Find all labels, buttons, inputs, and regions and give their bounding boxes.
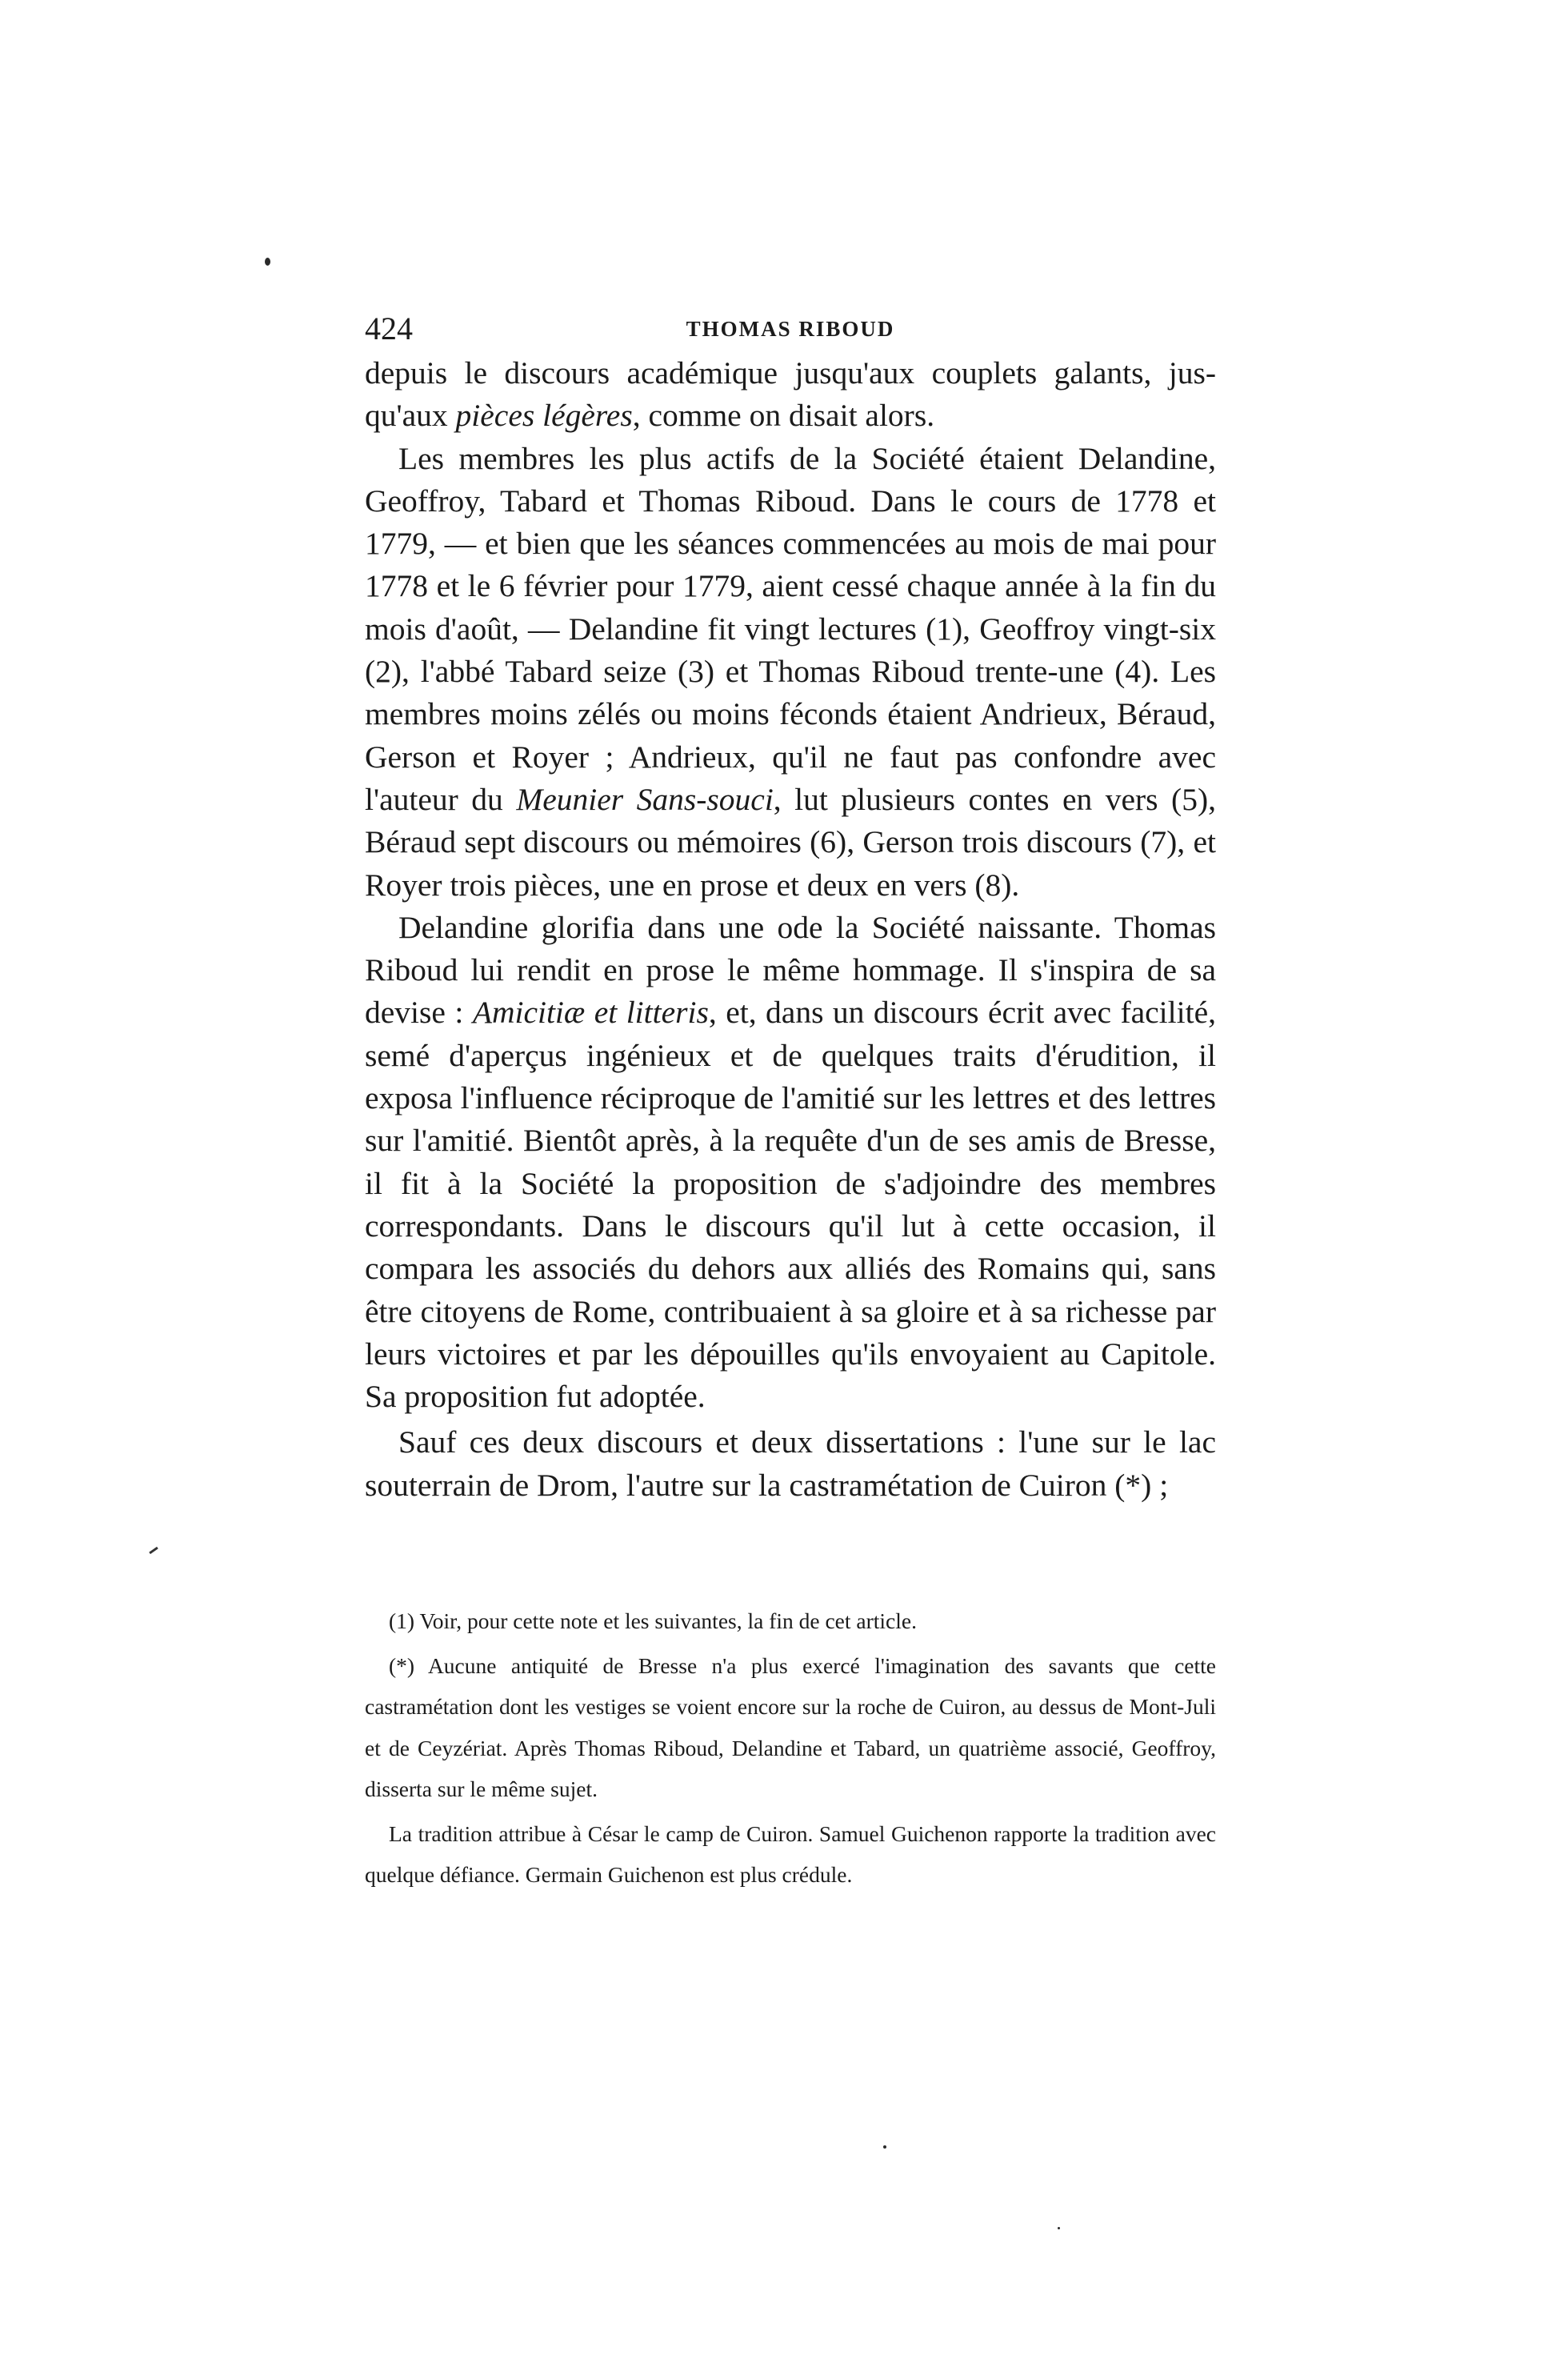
book-page	[365, 309, 1216, 1887]
running-head	[365, 309, 1216, 349]
running-title: THOMAS RIBOUD	[686, 317, 895, 341]
page-number: 424	[365, 310, 413, 346]
ink-speck	[265, 258, 270, 266]
paragraph-4: Sauf ces deux discours et deux dissertations : l'une sur le lac souterrain de Drom, l'autre sur la castramétation de Cuiron (*) ;	[365, 1424, 1216, 1503]
main-text	[365, 352, 1216, 1507]
paragraph-1	[365, 352, 1216, 438]
italic-title: Meunier Sans-souci	[516, 781, 774, 817]
footnote-star-continued: La tradition attribue à César le camp de Cuiron. Samuel Guichenon rapporte la tradition avec quelque défiance. Germain Guichenon est plus crédule.	[365, 1820, 1216, 1887]
text-run: , comme on disait alors.	[632, 398, 935, 434]
footnote-star: (*) Aucune antiquité de Bresse n'a plus exercé l'imagination des savants que cette castramétation dont les vestiges se voient encore sur la roche de Cuiron, au dessus de Mont-Juli et de Ceyzériat. Après Thomas Riboud, Delandine et Tabard, un quatrième associé, Geoffroy, disserta sur le même sujet.	[365, 1652, 1216, 1801]
italic-title: pièces légères	[455, 398, 633, 434]
text-run: Delandine glorifia dans une ode la Société naissante. Thomas Riboud lui rendit en prose le même hommage. Il s'inspira de sa devise :	[365, 909, 1216, 1031]
footnotes	[365, 1600, 1216, 1896]
ink-speck	[1058, 2227, 1060, 2229]
ink-mark	[149, 1547, 158, 1554]
footnote-1: (1) Voir, pour cette note et les suivantes, la fin de cet article.	[389, 1608, 917, 1633]
text-run: , lut plusieurs contes en vers (5), Béraud sept discours ou mémoires (6), Gerson trois discours (7), et Royer trois pièces, une en prose et deux en vers (8).	[365, 781, 1216, 903]
italic-motto: Amicitiæ et litteris	[472, 995, 709, 1031]
text-run: Les membres les plus actifs de la Société étaient Delandine, Geoffroy, Tabard et Thomas Riboud. Dans le cours de 1778 et 1779, — et bien que les séances commencées au mois de mai pour 1778 et le 6 février pour 1779, aient cessé chaque année à la fin du mois d'août, — Delandine fit vingt lectures (1), Geoffroy vingt-six (2), l'abbé Tabard seize (3) et Thomas Riboud trente-une (4). Les membres moins zélés ou moins féconds étaient Andrieux, Béraud, Gerson et Royer ; Andrieux, qu'il ne faut pas confondre avec l'auteur du	[365, 440, 1216, 817]
text-run: , et, dans un discours écrit avec facilité, semé d'aperçus ingénieux et de quelques traits d'érudition, il exposa l'influence réciproque de l'amitié sur les lettres et des lettres sur l'amitié. Bientôt après, à la requête d'un de ses amis de Bresse, il fit à la Société la proposition de s'adjoindre des membres correspondants. Dans le discours qu'il lut à cette occasion, il compara les associés du dehors aux alliés des Romains qui, sans être citoyens de Rome, contribuaient à sa gloire et à sa richesse par leurs victoires et par les dépouilles qu'ils envoyaient au Capitole. Sa proposition fut adoptée.	[365, 995, 1216, 1415]
paragraph-2	[365, 438, 1216, 907]
paragraph-3	[365, 907, 1216, 1419]
text-run: depuis le discours académique jusqu'aux couplets galants, jus-qu'aux	[365, 355, 1216, 434]
ink-speck	[883, 2145, 886, 2149]
